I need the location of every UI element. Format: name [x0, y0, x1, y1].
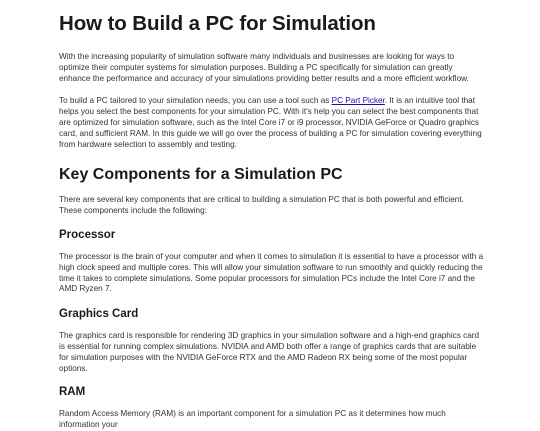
page-title: How to Build a PC for Simulation — [59, 12, 376, 35]
processor-paragraph: The processor is the brain of your computer and when it comes to simulation it is essential to have a processor with a high clock speed and multiple cores. This will allow your simulation software to run smoothly and quickly reducing the time it takes to complete simulations. Some popular processors for simulation PCs include the Intel Core i7 and the AMD Ryzen 7. — [59, 251, 484, 294]
intro-text-before-link: To build a PC tailored to your simulation needs, you can use a tool such as — [59, 96, 332, 106]
subheading-processor: Processor — [59, 228, 116, 241]
ram-paragraph: Random Access Memory (RAM) is an important component for a simulation PC as it determines how much information your — [59, 409, 446, 430]
intro-paragraph-with-link — [59, 96, 485, 150]
components-intro-paragraph: There are several key components that are critical to building a simulation PC that is both powerful and efficient. These components include the following: — [59, 195, 464, 216]
section-heading-key-components: Key Components for a Simulation PC — [59, 166, 343, 184]
pc-part-picker-link[interactable]: PC Part Picker — [331, 96, 385, 106]
article — [59, 10, 485, 431]
intro-text-after-link: . It is an intuitive tool that helps you select the best components for your simulation PC. With it's help you can select the best components that are optimized for simulation software, such as the Intel Core i7 or i9 processor, NVIDIA GeForce or Quadro graphics card, and sufficient RAM. In this guide we will go over the process of building a PC for simulation covering everything from hardware selection to assembly and testing. — [59, 96, 482, 149]
intro-paragraph: With the increasing popularity of simulation software many individuals and businesses are looking for ways to optimize their computer systems for simulation purposes. Building a PC specifically for simulation can greatly enhance the performance and accuracy of your simulations providing better results and a more efficient workflow. — [59, 52, 469, 83]
subheading-graphics-card: Graphics Card — [59, 308, 139, 321]
graphics-card-paragraph: The graphics card is responsible for rendering 3D graphics in your simulation software and a high-end graphics card is essential for running complex simulations. NVIDIA and AMD both offer a range of graphics cards that are suitable for simulation purposes with the NVIDIA GeForce RTX and the AMD Radeon RX being some of the most popular options. — [59, 331, 480, 373]
subheading-ram: RAM — [59, 386, 86, 399]
